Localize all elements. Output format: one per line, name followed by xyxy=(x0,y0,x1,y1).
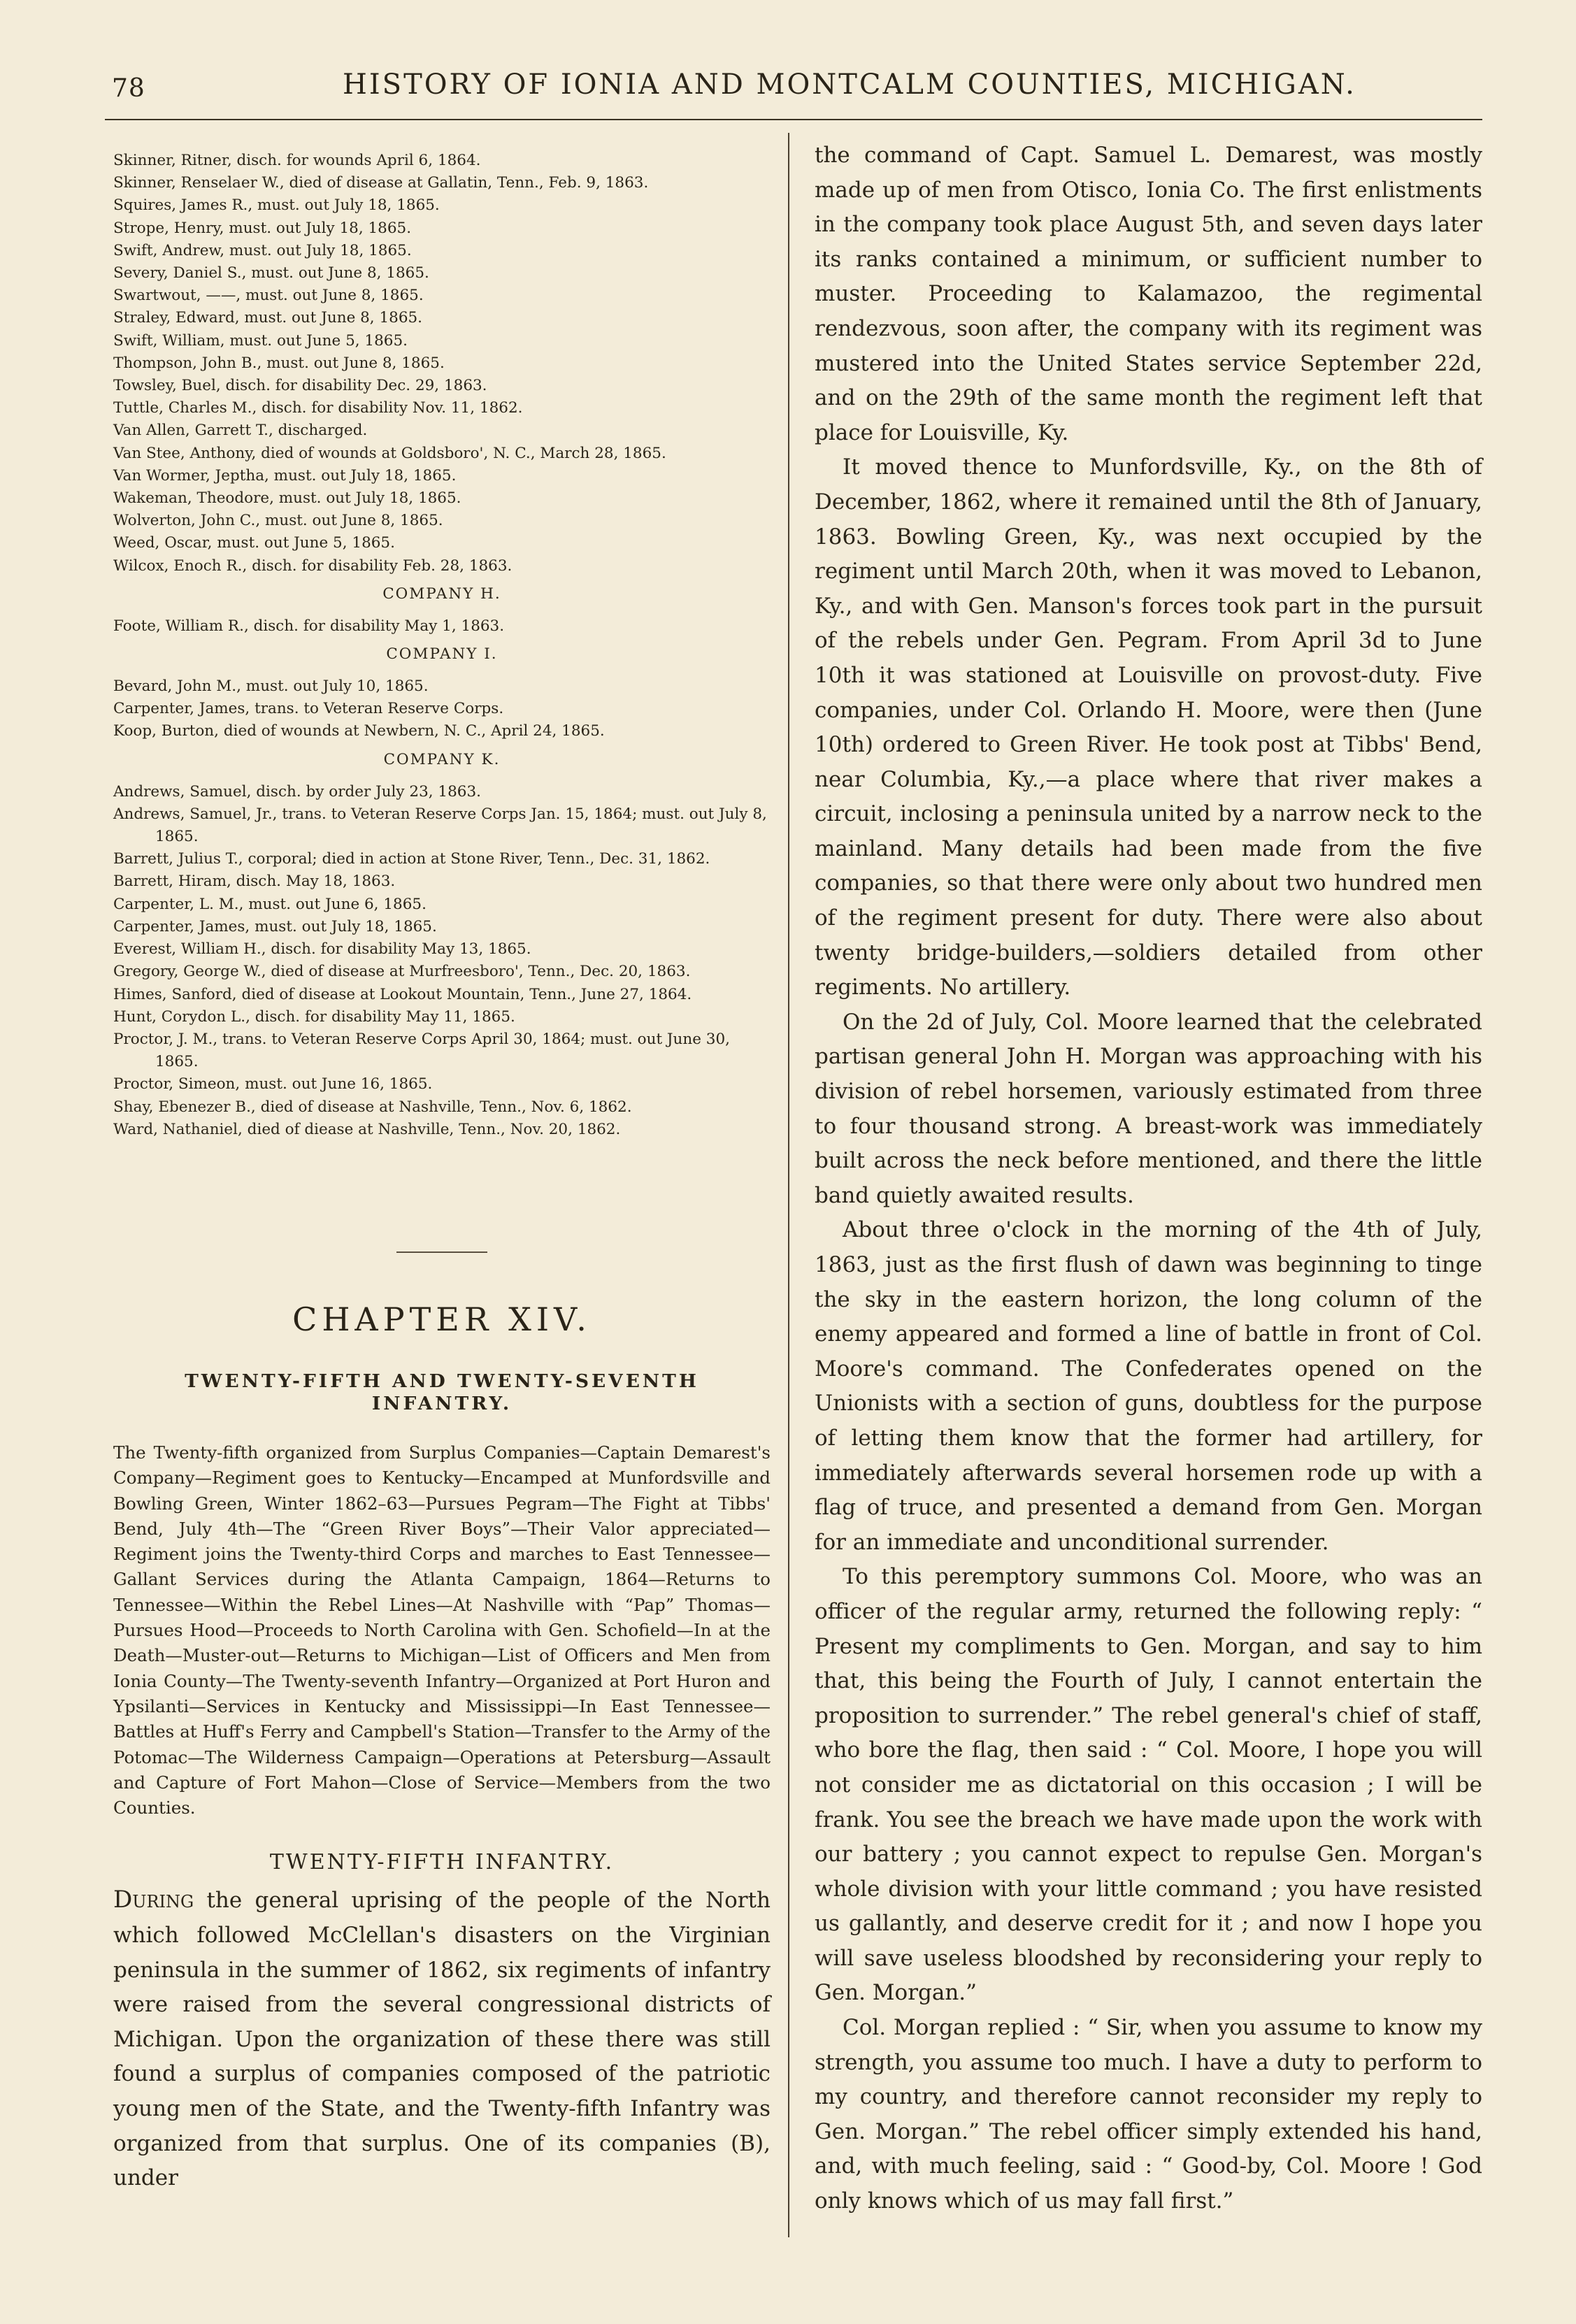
body-paragraph: About three o'clock in the morning of the 4th of July, 1863, just as the first flush of dawn was beginning to tinge the sky in the eastern horizon, the long column of the enemy appeared and formed a line of battle in front of Col. Moore's command. The Confederates opened on the Unionists with a section of guns, doubtless for the purpose of letting them know that the former had artillery, for immediately afterwards several horsemen rode up with a flag of truce, and presented a demand from Gen. Morgan for an immediate and unconditional surrender. xyxy=(815,1217,1482,1555)
roster-entry: Skinner, Ritner, disch. for wounds April 6, 1864. xyxy=(113,152,481,169)
roster-entry: Wilcox, Enoch R., disch. for disability Feb. 28, 1863. xyxy=(113,557,513,575)
roster-entry: Wolverton, John C., must. out June 8, 1865. xyxy=(113,512,443,530)
roster-entry: Van Allen, Garrett T., discharged. xyxy=(113,422,368,440)
column-divider xyxy=(788,133,789,2237)
roster-entry: Andrews, Samuel, disch. by order July 23, 1863. xyxy=(113,782,481,801)
roster-entry: Koop, Burton, died of wounds at Newbern, N. C., April 24, 1865. xyxy=(113,722,605,740)
chapter-block xyxy=(113,1251,771,2196)
company-k-heading: COMPANY K. xyxy=(383,750,501,768)
roster-entry: Severy, Daniel S., must. out June 8, 1865. xyxy=(113,264,429,282)
roster-entry: Swift, William, must. out June 5, 1865. xyxy=(113,331,408,350)
body-paragraph: the command of Capt. Samuel L. Demarest, was mostly made up of men from Otisco, Ionia Co. The first enlistments in the company took place August 5th, and seven days later its ranks contained a minimum, or sufficient number to muster. Proceeding to Kalamazoo, the regimental rendezvous, soon after, the company with its regiment was mustered into the United States service September 22d, and on the 29th of the same month the regiment left that place for Louisville, Ky. xyxy=(815,143,1482,445)
chapter-subtitle: TWENTY-FIFTH AND TWENTY-SEVENTH INFANTRY. xyxy=(185,1370,699,1414)
roster-entry: Van Stee, Anthony, died of wounds at Goldsboro', N. C., March 28, 1865. xyxy=(113,444,666,462)
roster-entry: Thompson, John B., must. out June 8, 1865. xyxy=(113,354,445,372)
roster-entry: Squires, James R., must. out July 18, 1865. xyxy=(113,196,440,215)
roster-entry: Swift, Andrew, must. out July 18, 1865. xyxy=(113,241,412,259)
right-column xyxy=(815,138,1482,2219)
section-heading: TWENTY-FIFTH INFANTRY. xyxy=(269,1850,615,1875)
running-title: HISTORY OF IONIA AND MONTCALM COUNTIES, MICHIGAN. xyxy=(343,69,1356,101)
company-i-heading: COMPANY I. xyxy=(386,645,498,664)
roster-entry: Shay, Ebenezer B., died of disease at Nashville, Tenn., Nov. 6, 1862. xyxy=(113,1098,632,1116)
roster-entry: Tuttle, Charles M., disch. for disability Nov. 11, 1862. xyxy=(113,399,523,417)
roster-entry: Towsley, Buel, disch. for disability Dec. 29, 1863. xyxy=(113,377,487,395)
roster-entry: Carpenter, L. M., must. out June 6, 1865. xyxy=(113,895,427,913)
roster-entry: Hunt, Corydon L., disch. for disability May 11, 1865. xyxy=(113,1007,515,1026)
company-h-heading: COMPANY H. xyxy=(382,584,501,603)
opening-word: During xyxy=(113,1886,194,1914)
body-paragraph: To this peremptory summons Col. Moore, who was an officer of the regular army, returned the following reply: “ Present my compliments to Gen. Morgan, and say to him that, this being the Fourth of July, I cannot entertain the proposition to surrender.” The rebel general's chief of staff, who bore the flag, then said : “ Col. Moore, I hope you will not consider me as dictatorial on this occasion ; I will be frank. You see the breach we have made upon the work with our battery ; you cannot expect to repulse Gen. Morgan's whole division with your little command ; you have resisted us gallantly, and deserve credit for it ; and now I hope you will save useless bloodshed by reconsidering your reply to Gen. Morgan.” xyxy=(815,1564,1482,2006)
roster-entry: Gregory, George W., died of disease at Murfreesboro', Tenn., Dec. 20, 1863. xyxy=(113,963,691,981)
roster-entry: Weed, Oscar, must. out June 5, 1865. xyxy=(113,534,395,552)
page-number: 78 xyxy=(112,74,145,103)
roster-entry: Proctor, J. M., trans. to Veteran Reserve Corps April 30, 1864; must. out June 30, 1865. xyxy=(113,1030,730,1071)
opening-paragraph xyxy=(113,1883,771,2195)
roster-entry: Bevard, John M., must. out July 10, 1865. xyxy=(113,677,429,696)
header-rule xyxy=(105,119,1482,120)
roster-entry: Barrett, Julius T., corporal; died in action at Stone River, Tenn., Dec. 31, 1862. xyxy=(113,850,710,868)
roster-list xyxy=(113,150,771,578)
body-paragraph: On the 2d of July, Col. Moore learned that the celebrated partisan general John H. Morgan was approaching with his division of rebel horsemen, variously estimated from three to four thousand strong. A breast-work was immediately built across the neck before mentioned, and there the little band quietly awaited results. xyxy=(815,1009,1482,1208)
roster-entry: Carpenter, James, must. out July 18, 1865. xyxy=(113,917,437,935)
roster-entry: Andrews, Samuel, Jr., trans. to Veteran Reserve Corps Jan. 15, 1864; must. out July 8, 1865. xyxy=(113,805,767,846)
roster-entry: Skinner, Renselaer W., died of disease at Gallatin, Tenn., Feb. 9, 1863. xyxy=(113,174,649,192)
body-paragraph: Col. Morgan replied : “ Sir, when you assume to know my strength, you assume too much. I have a duty to perform to my country, and therefore cannot reconsider my reply to Gen. Morgan.” The rebel officer simply extended his hand, and, with much feeling, said : “ Good-by, Col. Moore ! God only knows which of us may fall first.” xyxy=(815,2015,1482,2214)
body-paragraph: It moved thence to Munfordsville, Ky., on the 8th of December, 1862, where it remained until the 8th of January, 1863. Bowling Green, Ky., was next occupied by the regiment until March 20th, when it was moved to Lebanon, Ky., and with Gen. Manson's forces took part in the pursuit of the rebels under Gen. Pegram. From April 3d to June 10th it was stationed at Louisville on provost-duty. Five companies, under Col. Orlando H. Moore, were then (June 10th) ordered to Green River. He took post at Tibbs' Bend, near Columbia, Ky.,—a place where that river makes a circuit, inclosing a peninsula united by a narrow neck to the mainland. Many details had been made from the five companies, so that there were only about two hundred men of the regiment present for duty. There were also about twenty bridge-builders,—soldiers detailed from other regiments. No artillery. xyxy=(815,454,1482,1000)
left-column xyxy=(113,150,771,1141)
chapter-title: CHAPTER XIV. xyxy=(292,1300,592,1338)
roster-entry: Strope, Henry, must. out July 18, 1865. xyxy=(113,219,412,237)
roster-entry: Swartwout, ——, must. out June 8, 1865. xyxy=(113,287,424,305)
chapter-ornament-rule xyxy=(396,1251,487,1253)
chapter-synopsis: The Twenty-fifth organized from Surplus Companies—Captain Demarest's Company—Regiment goes to Kentucky—Encamped at Munfordsville and Bowling Green, Winter 1862–63—Pursues Pegram—The Fight at Tibbs' Bend, July 4th—The “Green River Boys”—Their Valor appreciated—Regiment joins the Twenty-third Corps and marches to East Tennessee—Gallant Services during the Atlanta Campaign, 1864—Returns to Tennessee—Within the Rebel Lines—At Nashville with “Pap” Thomas—Pursues Hood—Proceeds to North Carolina with Gen. Schofield—In at the Death—Muster-out—Returns to Michigan—List of Officers and Men from Ionia County—The Twenty-seventh Infantry—Organized at Port Huron and Ypsilanti—Services in Kentucky and Mississippi—In East Tennessee—Battles at Huff's Ferry and Campbell's Station—Transfer to the Army of the Potomac—The Wilderness Campaign—Operations at Petersburg—Assault and Capture of Fort Mahon—Close of Service—Members from the two Counties. xyxy=(113,1442,771,1819)
roster-entry: Straley, Edward, must. out June 8, 1865. xyxy=(113,309,423,327)
roster-entry: Barrett, Hiram, disch. May 18, 1863. xyxy=(113,873,396,891)
roster-entry: Foote, William R., disch. for disability May 1, 1863. xyxy=(113,617,505,635)
page-header xyxy=(105,64,1489,106)
roster-entry: Van Wormer, Jeptha, must. out July 18, 1865. xyxy=(113,466,457,485)
roster-entry: Carpenter, James, trans. to Veteran Reserve Corps. xyxy=(113,700,504,718)
roster-entry: Everest, William H., disch. for disability May 13, 1865. xyxy=(113,940,531,959)
roster-entry: Himes, Sanford, died of disease at Lookout Mountain, Tenn., June 27, 1864. xyxy=(113,985,692,1003)
roster-entry: Proctor, Simeon, must. out June 16, 1865. xyxy=(113,1075,433,1093)
opening-text: the general uprising of the people of the North which followed McClellan's disasters on the Virginian peninsula in the summer of 1862, six regiments of infantry were raised from the several congressional districts of Michigan. Upon the organization of these there was still found a surplus of companies composed of the patriotic young men of the State, and the Twenty-fifth Infantry was organized from that surplus. One of its companies (B), under xyxy=(113,1888,771,2191)
roster-entry: Wakeman, Theodore, must. out July 18, 1865. xyxy=(113,489,461,508)
roster-entry: Ward, Nathaniel, died of diease at Nashville, Tenn., Nov. 20, 1862. xyxy=(113,1120,621,1138)
